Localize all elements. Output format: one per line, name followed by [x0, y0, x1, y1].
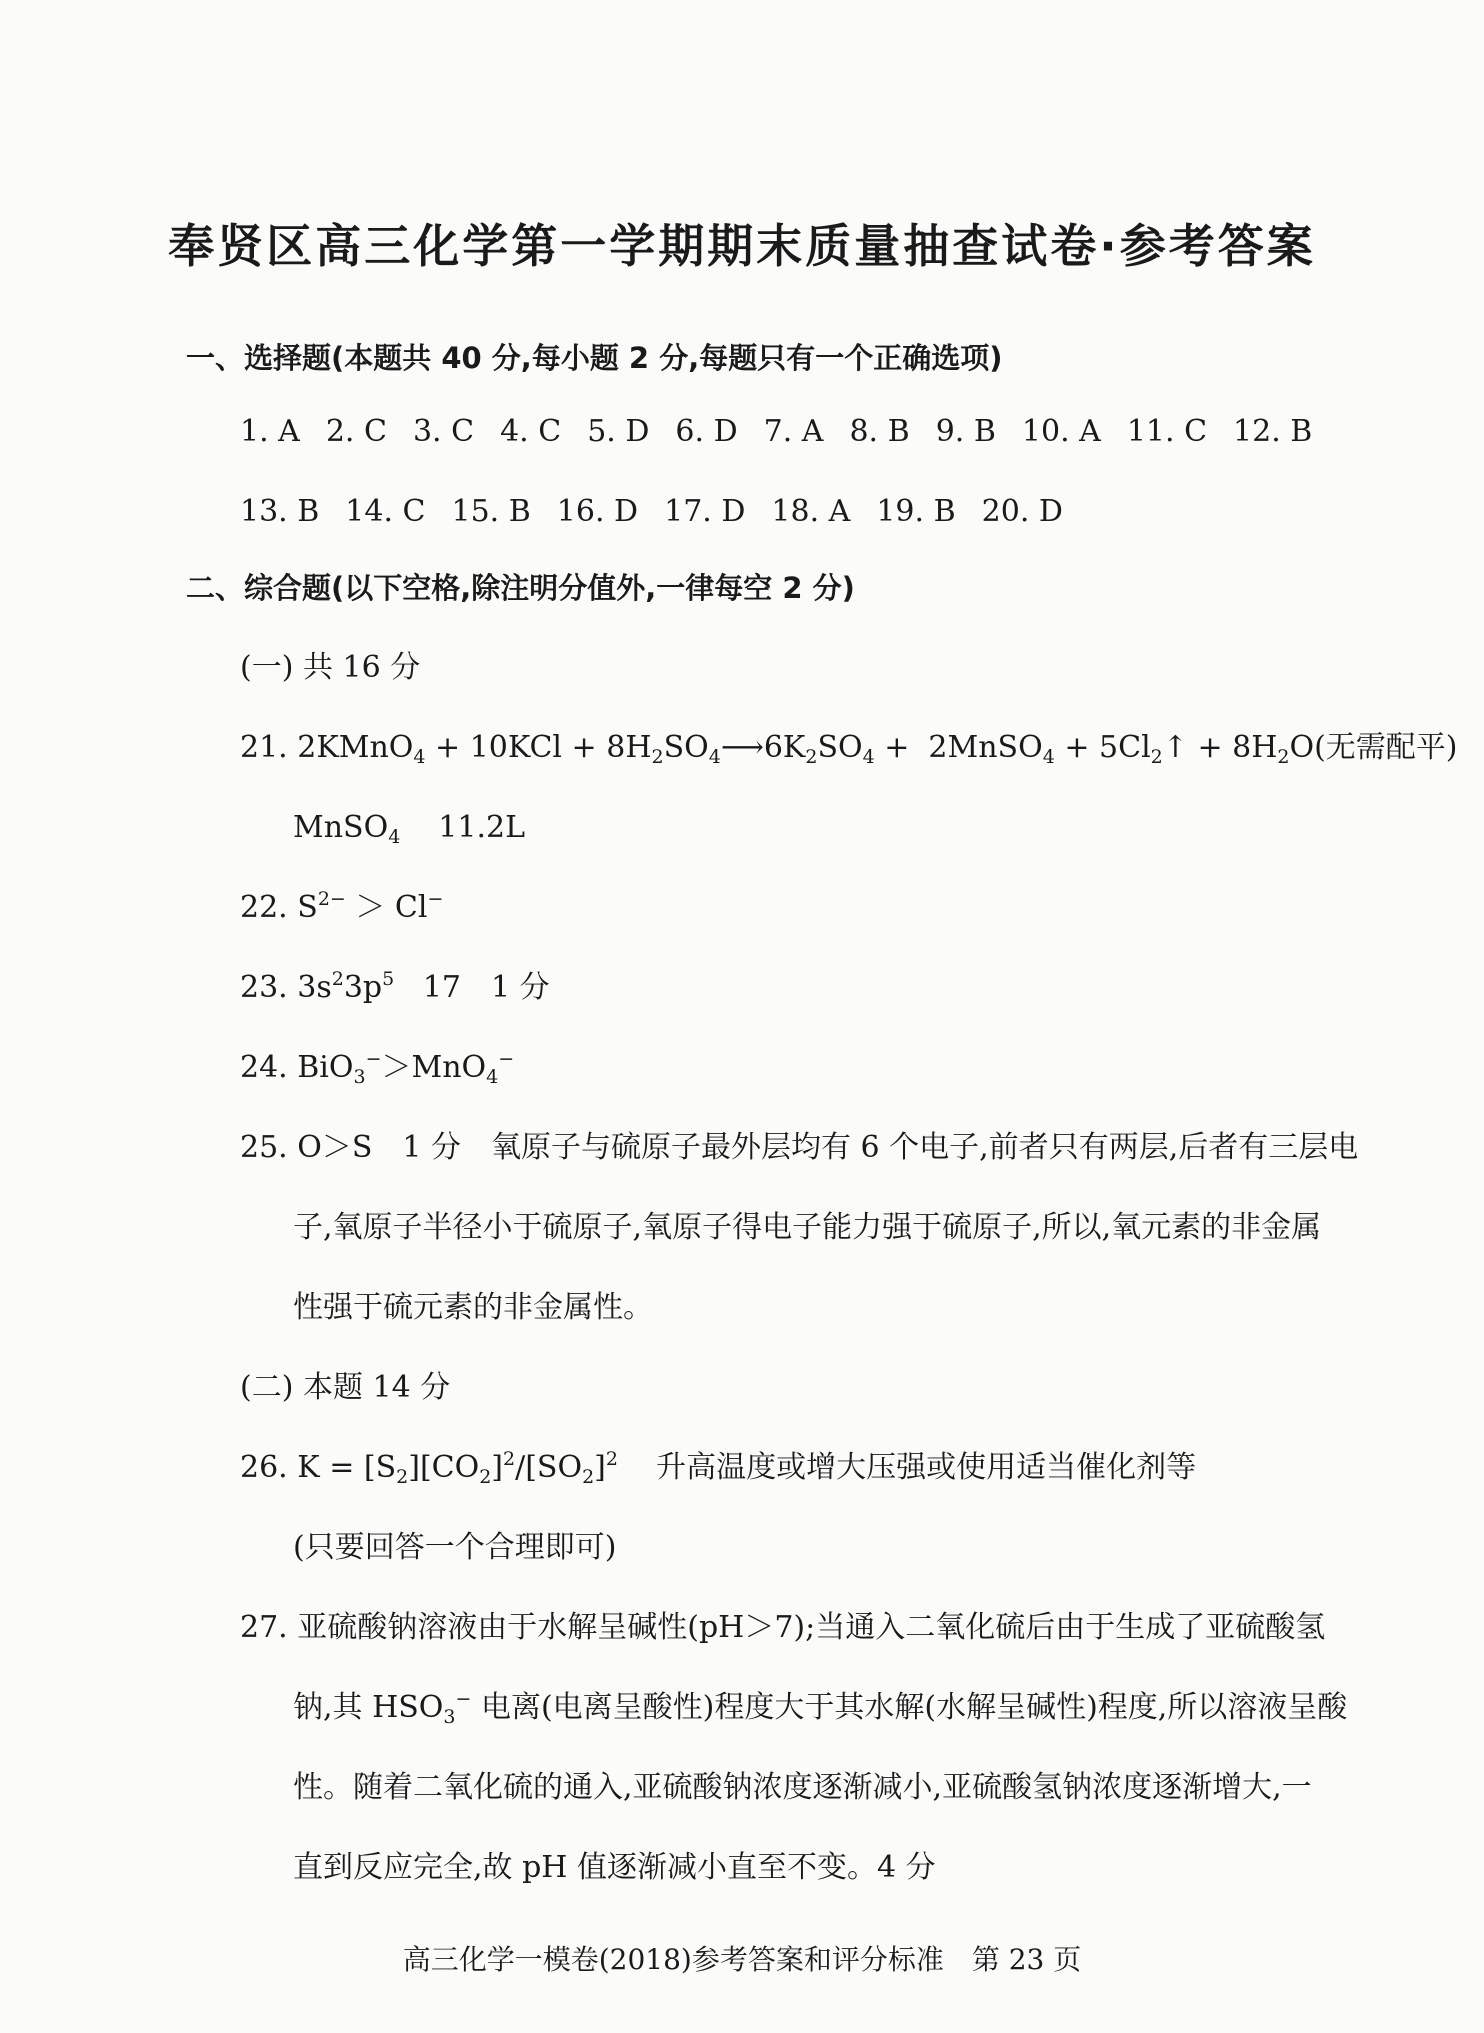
q21-volume: 11.2L [438, 810, 525, 845]
answer-item: 3. C [412, 414, 475, 449]
q27-line2-end: 电离(电离呈酸性)程度大于其水解(水解呈碱性)程度,所以溶液呈酸 [480, 1690, 1348, 1725]
answer-item: 15. B [451, 494, 531, 529]
section1-heading: 一、选择题(本题共 40 分,每小题 2 分,每题只有一个正确选项) [186, 341, 1003, 375]
q25-line1: 25. O＞S 1 分 氧原子与硫原子最外层均有 6 个电子,前者只有两层,后者有三层电 [240, 1130, 1359, 1165]
answer-item: 13. B [240, 494, 320, 529]
q23-number: 23. [240, 970, 288, 1005]
q21-number: 21. [240, 730, 288, 765]
answer-item: 16. D [556, 494, 639, 529]
answer-item: 19. B [876, 494, 956, 529]
q21-line2: MnSO$_4$ 11.2L [293, 810, 525, 848]
q27-line4: 直到反应完全,故 pH 值逐渐减小直至不变。4 分 [293, 1850, 936, 1885]
answer-item: 11. C [1126, 414, 1208, 449]
q27-line3: 性。随着二氧化硫的通入,亚硫酸钠浓度逐渐减小,亚硫酸氢钠浓度逐渐增大,一 [293, 1770, 1312, 1805]
answer-item: 1. A [240, 414, 300, 449]
q27-line1: 27. 亚硫酸钠溶液由于水解呈碱性(pH＞7);当通入二氧化硫后由于生成了亚硫酸氢 [240, 1610, 1326, 1645]
answer-item: 8. B [849, 414, 910, 449]
answer-item: 6. D [675, 414, 738, 449]
page-footer: 高三化学一模卷(2018)参考答案和评分标准 第 23 页 [402, 1943, 1082, 1976]
q26-answer: 26. $K = [S_2][CO_2]^2/[SO_2]^2$ 升高温度或增大压强或使用适当催化剂等 [240, 1448, 1197, 1488]
answer-item: 20. D [981, 494, 1063, 529]
answer-item: 14. C [345, 494, 426, 529]
q22-answer: 22. $S^{2-} > Cl^-$ [240, 888, 444, 925]
q23-answer: 23. $3s^23p^5$ 17 1 分 [240, 968, 550, 1005]
answer-item: 5. D [587, 414, 650, 449]
page-title: 奉贤区高三化学第一学期期末质量抽查试卷·参考答案 [168, 219, 1316, 273]
answer-item: 12. B [1233, 414, 1313, 449]
q21-equation: 21. 2KMnO$_4$ + $10KCl + 8H_2SO_4⟶6K_2SO_4$ + 2MnSO$_4$ + $5Cl_2↑ + 8H_2O$(无需配平) [240, 730, 1458, 768]
q21-oxidant-product: MnSO [293, 810, 389, 845]
q27-line2-start: 钠,其 HSO [293, 1690, 444, 1725]
q25-line3: 性强于硫元素的非金属性。 [293, 1290, 653, 1325]
q25-line2: 子,氧原子半径小于硫原子,氧原子得电子能力强于硫原子,所以,氧元素的非金属 [293, 1210, 1322, 1245]
q22-sep: ＞ [355, 890, 386, 925]
q21-tail: (无需配平) [1314, 730, 1458, 765]
q23-extra: 17 1 分 [422, 970, 550, 1005]
answer-item: 7. A [763, 414, 824, 449]
answer-item: 18. A [771, 494, 851, 529]
answer-item: 17. D [664, 494, 746, 529]
answer-item: 10. A [1021, 414, 1101, 449]
answer-item: 4. C [500, 414, 562, 449]
section2-heading: 二、综合题(以下空格,除注明分值外,一律每空 2 分) [186, 571, 855, 605]
q26-note: (只要回答一个合理即可) [293, 1530, 617, 1565]
q22-number: 22. [240, 890, 288, 925]
q24-answer: 24. BiO$_3$−＞MnO$_4$− [240, 1048, 515, 1088]
q26-number: 26. [240, 1450, 288, 1485]
q24-number: 24. [240, 1050, 288, 1085]
answer-item: 2. C [325, 414, 387, 449]
answers-row-1 [240, 412, 1338, 452]
answer-item: 9. B [935, 414, 996, 449]
part2-heading: (二) 本题 14 分 [240, 1370, 451, 1405]
q26-conditions: 升高温度或增大压强或使用适当催化剂等 [656, 1450, 1197, 1485]
answers-row-2 [240, 492, 1089, 532]
q24-sep: ＞ [381, 1050, 412, 1085]
part1-heading: (一) 共 16 分 [240, 650, 421, 685]
q27-line2: 钠,其 $HSO_3^-$ 电离(电离呈酸性)程度大于其水解(水解呈碱性)程度,所以溶液呈酸 [293, 1688, 1348, 1728]
